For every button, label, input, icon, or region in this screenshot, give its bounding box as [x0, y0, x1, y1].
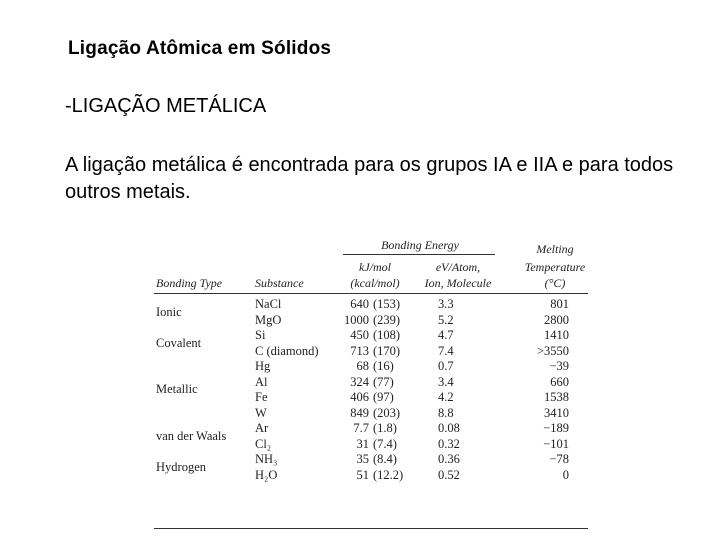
- cell-ev: 0.52: [438, 467, 460, 482]
- cell-substance: NaCl: [255, 297, 282, 311]
- cell-kj: 1000: [344, 312, 369, 327]
- cell-melt: >3550: [536, 343, 569, 358]
- cell-melt: −101: [543, 436, 569, 451]
- cell-ev: 7.4: [438, 343, 454, 358]
- cell-kcal: (12.2): [373, 467, 404, 482]
- cell-kj: 450: [350, 328, 369, 342]
- bonding-type-label: Metallic: [156, 382, 198, 397]
- cell-substance: Si: [255, 328, 266, 342]
- cell-ev: 3.4: [438, 374, 454, 389]
- cell-kcal: (239): [373, 312, 401, 327]
- cell-kcal: (1.8): [373, 421, 397, 435]
- cell-ev: 3.3: [438, 297, 454, 311]
- header-group-rule: [343, 254, 495, 255]
- cell-melt: −39: [549, 359, 569, 373]
- cell-kj: 35: [356, 452, 369, 466]
- cell-melt: 2800: [544, 312, 569, 327]
- cell-kcal: (97): [373, 390, 394, 404]
- cell-kj: 7.7: [353, 421, 369, 435]
- header-bonding-type: Bonding Type: [156, 276, 223, 290]
- header-melting-line3: (°C): [544, 276, 566, 290]
- cell-ev: 0.7: [438, 359, 454, 373]
- cell-melt: 1410: [544, 328, 569, 342]
- header-substance: Substance: [255, 276, 304, 290]
- bonding-type-label: Ionic: [156, 304, 182, 319]
- cell-kcal: (8.4): [373, 452, 397, 466]
- header-kj: kJ/mol: [359, 260, 391, 274]
- cell-ev: 0.08: [438, 421, 460, 435]
- cell-substance: Cl₂: [255, 436, 272, 451]
- cell-melt: 1538: [544, 390, 569, 404]
- cell-kcal: (77): [373, 374, 394, 389]
- slide-subtitle: -LIGAÇÃO METÁLICA: [65, 95, 267, 117]
- cell-substance: MgO: [255, 312, 282, 327]
- cell-substance: Fe: [255, 390, 268, 404]
- cell-kcal: (170): [373, 343, 401, 358]
- cell-kj: 713: [350, 343, 369, 358]
- header-bonding-energy: Bonding Energy: [381, 238, 459, 252]
- cell-melt: 801: [550, 297, 569, 311]
- slide-body-text: A ligação metálica é encontrada para os grupos IA e IIA e para todos outros metais.: [65, 154, 674, 203]
- slide-title: Ligação Atômica em Sólidos: [68, 38, 332, 59]
- header-ev: eV/Atom,: [435, 260, 481, 274]
- cell-substance: Hg: [255, 359, 271, 373]
- cell-substance: Ar: [255, 421, 269, 435]
- cell-kcal: (203): [373, 405, 401, 420]
- cell-kj: 640: [350, 297, 369, 311]
- cell-ev: 5.2: [438, 312, 454, 327]
- bonding-type-label: Hydrogen: [156, 459, 206, 474]
- cell-melt: 0: [562, 467, 569, 482]
- cell-substance: NH₃: [255, 452, 278, 466]
- cell-substance: W: [255, 405, 267, 420]
- bonding-energy-table: [150, 234, 590, 534]
- cell-kj: 406: [350, 390, 369, 404]
- cell-substance: H₂O: [255, 467, 278, 482]
- header-kcal: (kcal/mol): [350, 276, 400, 290]
- cell-kcal: (16): [373, 359, 394, 373]
- header-ion-molecule: Ion, Molecule: [424, 276, 492, 290]
- header-melting-line1: Melting: [536, 242, 574, 256]
- table-bottom-rule: [154, 528, 588, 529]
- cell-kj: 324: [350, 374, 369, 389]
- bonding-type-label: van der Waals: [156, 428, 227, 443]
- cell-substance: C (diamond): [255, 343, 319, 358]
- cell-kj: 68: [356, 359, 369, 373]
- cell-substance: Al: [255, 374, 268, 389]
- header-bottom-rule: [154, 293, 588, 294]
- cell-melt: 3410: [544, 405, 569, 420]
- bonding-type-label: Covalent: [156, 335, 202, 350]
- cell-melt: −189: [543, 421, 569, 435]
- cell-kj: 849: [350, 405, 369, 420]
- cell-kcal: (153): [373, 297, 401, 311]
- cell-ev: 4.7: [438, 328, 454, 342]
- cell-kcal: (7.4): [373, 436, 397, 451]
- cell-kcal: (108): [373, 328, 401, 342]
- header-melting-line2: Temperature: [524, 260, 586, 274]
- cell-kj: 51: [356, 467, 369, 482]
- cell-melt: 660: [550, 374, 569, 389]
- cell-melt: −78: [549, 452, 569, 466]
- cell-kj: 31: [356, 436, 369, 451]
- cell-ev: 0.32: [438, 436, 460, 451]
- cell-ev: 8.8: [438, 405, 454, 420]
- cell-ev: 0.36: [438, 452, 460, 466]
- cell-ev: 4.2: [438, 390, 454, 404]
